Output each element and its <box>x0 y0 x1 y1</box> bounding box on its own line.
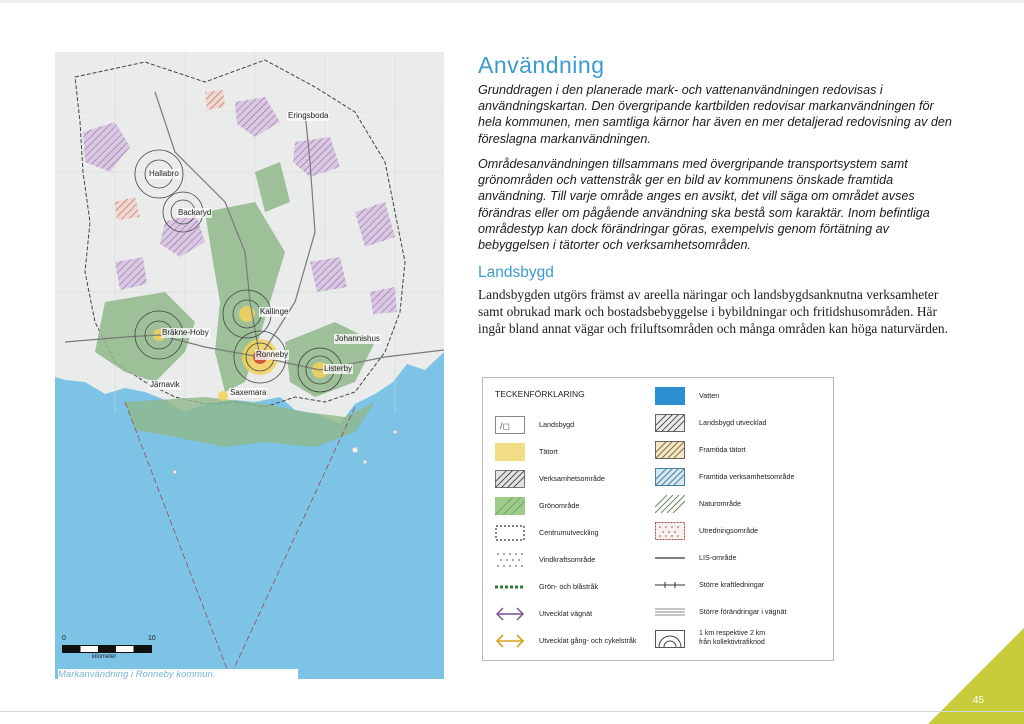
lis-symbol <box>655 549 685 567</box>
nod-label-line1: 1 km respektive 2 km <box>699 630 766 637</box>
top-rule <box>0 0 1024 3</box>
scale-graphic <box>62 645 152 653</box>
page-number: 45 <box>972 695 984 706</box>
map-legend: TECKENFÖRKLARING /◻ Landsbygd Tätort Verksamhetsområde Grönområde Centrumutveckling Vindkraftsområde Grön- och blåstråk Utvecklat vägnät Utvecklat gång- och cykelstråk Vatten Landsbygd utvecklad Framtida tätort Framtida verksamhetsområde Naturområde Utredningsområde LIS-område Större kraftledningar Större förändringar i vägnät 1 km respektive 2 km från kollektivtrafiknod <box>482 377 834 661</box>
place-label: Kallinge <box>260 307 289 316</box>
gangcykel-symbol <box>495 632 525 650</box>
intro-paragraph: Grunddragen i den planerade mark- och vattenanvändningen redovisas i användningskartan. Den övergripande kartbilden redovisar markanvändningen för hela kommunen, men samtliga kärnor har även en mer detaljerad redovisning av den föreslagna markanvändningen. <box>478 83 952 146</box>
place-label: Ronneby <box>256 350 289 359</box>
svg-text:/◻: /◻ <box>500 421 510 431</box>
map-graphic <box>55 52 444 679</box>
place-label: Backaryd <box>178 208 212 217</box>
utredning-symbol <box>655 522 685 540</box>
strak-symbol <box>495 578 525 596</box>
vagnat-symbol <box>495 605 525 623</box>
landsbygd-utv-symbol <box>655 414 685 432</box>
page-corner-triangle <box>928 628 1024 724</box>
natur-symbol <box>655 495 685 513</box>
place-label: Hallabro <box>149 169 179 178</box>
place-label: Bräkne-Hoby <box>162 328 209 337</box>
vind-symbol <box>495 551 525 569</box>
scale-start: 0 <box>62 635 66 642</box>
land-use-map <box>55 52 444 679</box>
place-label: Saxemara <box>230 388 267 397</box>
legend-title: TECKENFÖRKLARING <box>495 389 585 399</box>
scale-end: 10 <box>148 635 156 642</box>
place-label: Järnavik <box>150 380 180 389</box>
landsbygd-symbol <box>495 416 525 434</box>
section-subtitle: Landsbygd <box>478 264 554 281</box>
place-label: Johannishus <box>335 334 380 343</box>
map-caption: Markanvändning i Ronneby kommun. <box>58 669 298 681</box>
framtida-tatort-symbol <box>655 441 685 459</box>
gron-symbol <box>495 497 525 515</box>
section-title: Användning <box>478 52 605 78</box>
scale-unit: kilometer <box>92 654 117 660</box>
scale-bar <box>62 635 162 665</box>
usage-paragraph: Områdesanvändningen tillsammans med övergripande transportsystem samt grönområden och vattenstråk ger en bild av kommunens önskade framtida användning. Till varje område anges en avsikt, det vill säga om området avses förändras eller om pågående användning ska bestå som karaktär. Inom befintliga områdestyp kan dock förändringar göras, exempelvis genom förtätning av bebyggelsen i tätorter och verksamhetsområden. <box>478 157 930 253</box>
nod-symbol <box>655 630 685 648</box>
kraft-symbol <box>655 576 685 594</box>
landsbygd-paragraph: Landsbygden utgörs främst av areella näringar och landsbygdsanknutna verksamheter samt obrukad mark och bostadsbebyggelse i bybildningar och fritidshusområden. Här ingår bland annat vägar och friluftsområden och många områden kan höga naturvärden. <box>478 287 948 336</box>
verksamhet-symbol <box>495 470 525 488</box>
place-label: Eringsboda <box>288 111 329 120</box>
vatten-symbol <box>655 387 685 405</box>
nod-label-line2: från kollektivtrafiknod <box>699 639 765 646</box>
forandring-symbol <box>655 603 685 621</box>
framtida-verksamhet-symbol <box>655 468 685 486</box>
bottom-rule <box>0 711 1024 712</box>
place-label: Listerby <box>324 364 353 373</box>
centrum-symbol <box>495 524 525 542</box>
tatort-symbol <box>495 443 525 461</box>
